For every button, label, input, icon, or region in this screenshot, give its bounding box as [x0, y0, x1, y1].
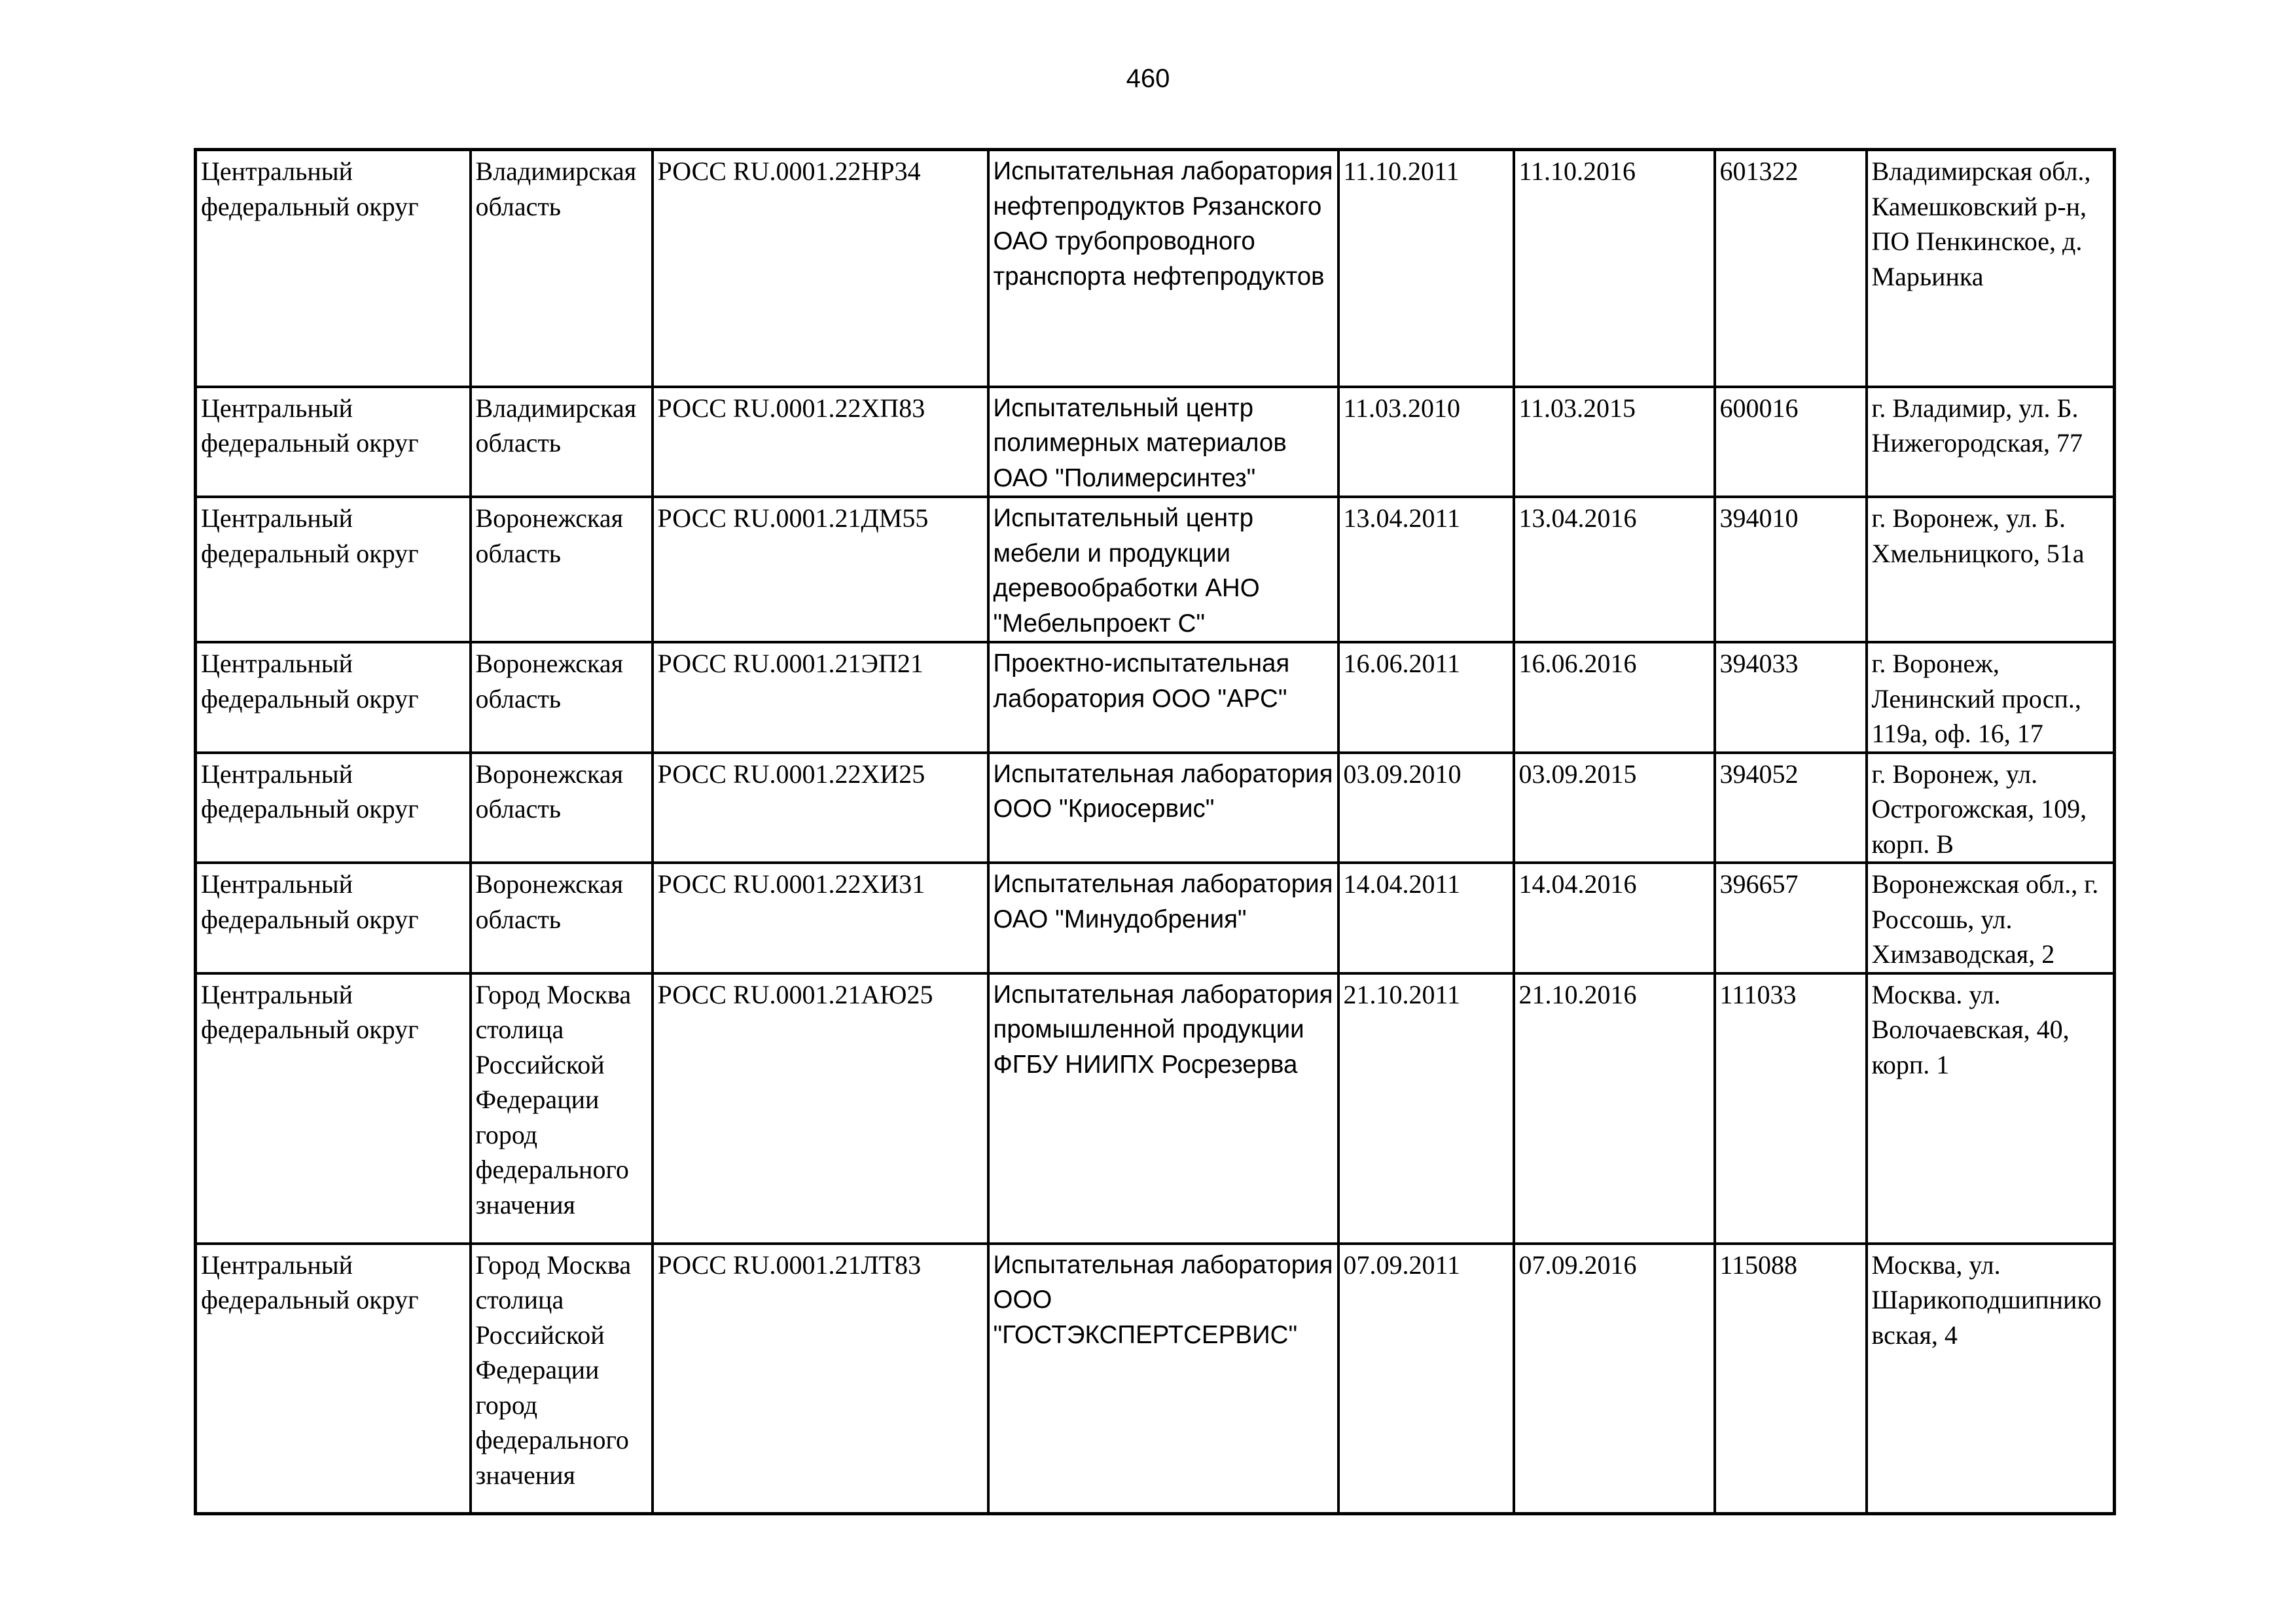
region-cell: Владимирская область	[471, 150, 653, 387]
address-cell: г. Воронеж, Ленинский просп., 119а, оф. 16, 17	[1867, 642, 2115, 753]
table-row	[196, 387, 2115, 497]
address-cell: Москва. ул. Волочаевская, 40, корп. 1	[1867, 973, 2115, 1244]
date-end-cell: 13.04.2016	[1514, 497, 1715, 642]
reg-number-cell: РОСС RU.0001.22ХП83	[653, 387, 988, 497]
date-start-cell: 16.06.2011	[1338, 642, 1514, 753]
date-start-cell: 21.10.2011	[1338, 973, 1514, 1244]
lab-name-cell: Испытательная лаборатория ООО "ГОСТЭКСПЕРТСЕРВИС"	[988, 1244, 1338, 1514]
reg-number-cell: РОСС RU.0001.21ДМ55	[653, 497, 988, 642]
district-cell: Центральный федеральный округ	[196, 753, 471, 863]
region-cell: Город Москва столица Российской Федерации город федерального значения	[471, 1244, 653, 1514]
address-cell: Москва, ул. Шарикоподшипниковская, 4	[1867, 1244, 2115, 1514]
lab-name-cell: Испытательная лаборатория ОАО "Минудобрения"	[988, 863, 1338, 973]
region-cell: Воронежская область	[471, 753, 653, 863]
region-cell: Город Москва столица Российской Федерации город федерального значения	[471, 973, 653, 1244]
postal-code-cell: 115088	[1715, 1244, 1867, 1514]
date-end-cell: 03.09.2015	[1514, 753, 1715, 863]
postal-code-cell: 111033	[1715, 973, 1867, 1244]
date-end-cell: 11.03.2015	[1514, 387, 1715, 497]
reg-number-cell: РОСС RU.0001.21ЛТ83	[653, 1244, 988, 1514]
date-start-cell: 07.09.2011	[1338, 1244, 1514, 1514]
date-end-cell: 07.09.2016	[1514, 1244, 1715, 1514]
address-cell: г. Воронеж, ул. Б. Хмельницкого, 51а	[1867, 497, 2115, 642]
table-row	[196, 753, 2115, 863]
date-start-cell: 14.04.2011	[1338, 863, 1514, 973]
table-row	[196, 973, 2115, 1244]
postal-code-cell: 396657	[1715, 863, 1867, 973]
postal-code-cell: 394033	[1715, 642, 1867, 753]
date-start-cell: 11.03.2010	[1338, 387, 1514, 497]
postal-code-cell: 600016	[1715, 387, 1867, 497]
region-cell: Воронежская область	[471, 642, 653, 753]
date-start-cell: 03.09.2010	[1338, 753, 1514, 863]
address-cell: г. Владимир, ул. Б. Нижегородская, 77	[1867, 387, 2115, 497]
district-cell: Центральный федеральный округ	[196, 387, 471, 497]
reg-number-cell: РОСС RU.0001.22ХИ25	[653, 753, 988, 863]
lab-name-cell: Испытательный центр полимерных материалов ОАО "Полимерсинтез"	[988, 387, 1338, 497]
date-end-cell: 21.10.2016	[1514, 973, 1715, 1244]
date-start-cell: 11.10.2011	[1338, 150, 1514, 387]
lab-name-cell: Проектно-испытательная лаборатория ООО "АРС"	[988, 642, 1338, 753]
reg-number-cell: РОСС RU.0001.22НР34	[653, 150, 988, 387]
region-cell: Воронежская область	[471, 497, 653, 642]
lab-name-cell: Испытательный центр мебели и продукции деревообработки АНО "Мебельпроект С"	[988, 497, 1338, 642]
date-end-cell: 11.10.2016	[1514, 150, 1715, 387]
district-cell: Центральный федеральный округ	[196, 497, 471, 642]
region-cell: Владимирская область	[471, 387, 653, 497]
region-cell: Воронежская область	[471, 863, 653, 973]
reg-number-cell: РОСС RU.0001.21АЮ25	[653, 973, 988, 1244]
district-cell: Центральный федеральный округ	[196, 1244, 471, 1514]
district-cell: Центральный федеральный округ	[196, 973, 471, 1244]
lab-name-cell: Испытательная лаборатория нефтепродуктов Рязанского ОАО трубопроводного транспорта нефтепродуктов	[988, 150, 1338, 387]
reg-number-cell: РОСС RU.0001.21ЭП21	[653, 642, 988, 753]
table-row	[196, 863, 2115, 973]
postal-code-cell: 601322	[1715, 150, 1867, 387]
address-cell: г. Воронеж, ул. Острогожская, 109, корп. В	[1867, 753, 2115, 863]
table-row	[196, 497, 2115, 642]
date-start-cell: 13.04.2011	[1338, 497, 1514, 642]
reg-number-cell: РОСС RU.0001.22ХИ31	[653, 863, 988, 973]
district-cell: Центральный федеральный округ	[196, 863, 471, 973]
page-number: 460	[1126, 64, 1170, 93]
postal-code-cell: 394010	[1715, 497, 1867, 642]
table-row	[196, 150, 2115, 387]
address-cell: Владимирская обл., Камешковский р-н, ПО Пенкинское, д. Марьинка	[1867, 150, 2115, 387]
date-end-cell: 14.04.2016	[1514, 863, 1715, 973]
date-end-cell: 16.06.2016	[1514, 642, 1715, 753]
table-row	[196, 1244, 2115, 1514]
address-cell: Воронежская обл., г. Россошь, ул. Химзаводская, 2	[1867, 863, 2115, 973]
postal-code-cell: 394052	[1715, 753, 1867, 863]
table-body	[196, 150, 2115, 1514]
lab-name-cell: Испытательная лаборатория ООО "Криосервис"	[988, 753, 1338, 863]
district-cell: Центральный федеральный округ	[196, 150, 471, 387]
registry-table	[194, 148, 2116, 1515]
lab-name-cell: Испытательная лаборатория промышленной продукции ФГБУ НИИПХ Росрезерва	[988, 973, 1338, 1244]
table-row	[196, 642, 2115, 753]
district-cell: Центральный федеральный округ	[196, 642, 471, 753]
